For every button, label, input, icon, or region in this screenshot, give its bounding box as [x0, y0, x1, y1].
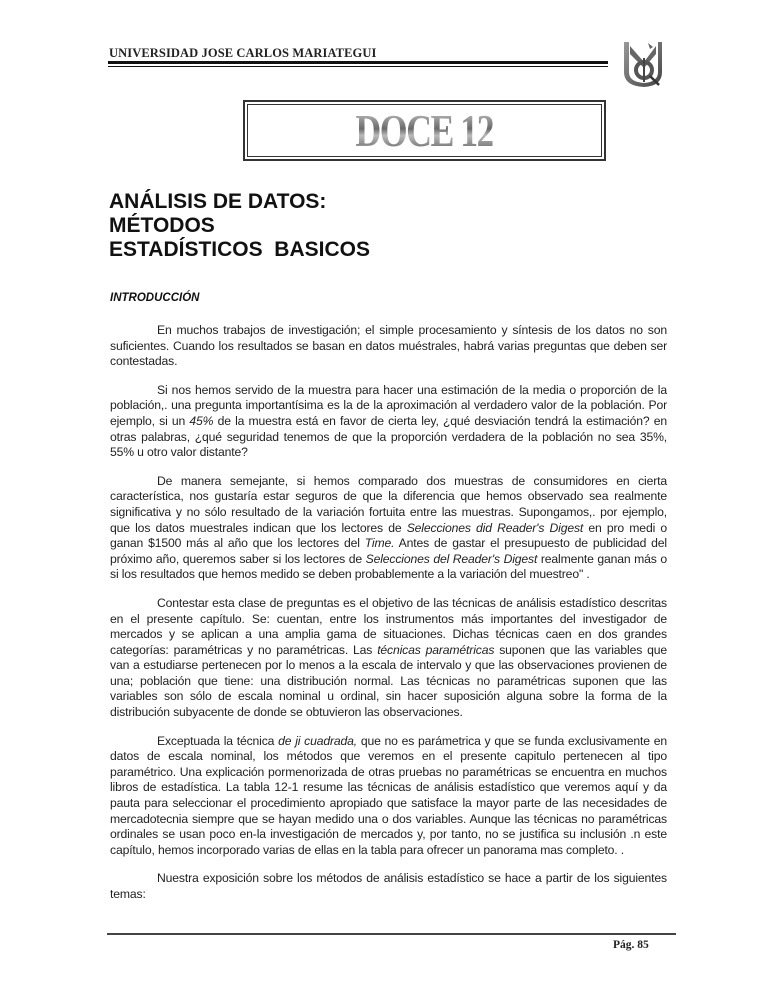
body-text [110, 323, 667, 916]
text-run: en pro medi o ganan $1500 más al año que los lectores del [110, 520, 667, 551]
paragraph [110, 474, 667, 583]
page-number: Pág. 85 [613, 939, 649, 951]
text-run: de la muestra está en favor de cierta ley, ¿qué desviación tendrá la estimación? en otras palabras, ¿qué seguridad tenemos de que la proporción verdadera de la población no sea 35%, 55% u otro valor distante? [110, 413, 667, 460]
university-crest-icon [620, 40, 670, 90]
chapter-number-label: DOCE 12 [355, 104, 494, 156]
emphasized-text: de ji cuadrada, [278, 733, 357, 748]
emphasized-text: 45% [189, 413, 214, 428]
text-run: Si nos hemos servido de la muestra para hacer una estimación de la media o proporción de la población,. una pregunta importantísima es la de la aproximación al verdadero valor de la población. Por ejemplo, si un [110, 382, 667, 428]
page-title [109, 190, 370, 262]
chapter-number-box [243, 100, 606, 161]
text-run: realmente ganan más o si los resultados que hemos medido se deben probablemente a la variación del muestreo" . [110, 551, 667, 582]
institution-name: UNIVERSIDAD JOSE CARLOS MARIATEGUI [109, 46, 377, 60]
paragraph [110, 323, 667, 370]
text-run: Nuestra exposición sobre los métodos de análisis estadístico se hace a partir de los siguientes temas: [110, 871, 667, 901]
footer-rule [107, 933, 676, 935]
paragraph [110, 596, 667, 721]
text-run: suponen que las variables que van a estudiarse pertenecen por lo menos a la escala de intervalo y que las observaciones provienen de una; población que tiene: una distribución normal. Las técnicas no paramétricas suponen que las variables son sólo de escala nominal u ordinal, sin hacer suposición alguna sobre la forma de la distribución subyacente de donde se obtuvieron las observaciones. [110, 642, 667, 720]
text-run: que no es parámetrica y que se funda exclusivamente en datos de escala nominal, los métodos que veremos en el presente capitulo pertenecen al tipo paramétrico. Una explicación pormenorizada de otras pruebas no paramétricas se encuentra en muchos libros de estadística. La tabla 12-1 resume las técnicas de análisis estadístico que veremos aquí y da pauta para seleccionar el procedimiento apropiado que satisface la mayor parte de las necesidades de mercadotecnia siempre que se hayan medido una o dos variables. Aunque las técnicas no paramétricas ordinales se usan poco en-la investigación de mercados y, por tanto, no se justifica su inclusión .n este capítulo, hemos incorporado varias de ellas en la tabla para ofrecer un panorama mas completo. . [110, 733, 667, 857]
paragraph [110, 871, 667, 902]
emphasized-text: Time. [364, 536, 395, 551]
section-heading: INTRODUCCIÓN [110, 292, 200, 304]
text-run: En muchos trabajos de investigación; el simple procesamiento y síntesis de los datos no son suficientes. Cuando los resultados se basan en datos muéstrales, habrá varias preguntas que deben ser contestadas. [110, 323, 667, 369]
text-run: Exceptuada la técnica [157, 733, 279, 748]
emphasized-text: Selecciones del Reader's Digest [365, 551, 538, 566]
emphasized-text: Selecciones did Reader's Digest [406, 520, 584, 535]
paragraph [110, 734, 667, 859]
title-line-2: MÉTODOS [109, 214, 215, 237]
title-line-3: ESTADÍSTICOS BASICOS [109, 238, 370, 261]
text-run: Antes de gastar el presupuesto de publicidad del próximo año, queremos saber si los lectores de [110, 536, 667, 566]
header-rule [108, 61, 608, 67]
title-line-1: ANÁLISIS DE DATOS: [109, 190, 327, 213]
emphasized-text: técnicas paramétricas [377, 642, 495, 657]
paragraph [110, 383, 667, 461]
text-run: Contestar esta clase de preguntas es el objetivo de las técnicas de análisis estadístico descritas en el presente capítulo. Se: cuentan, entre los instrumentos más importantes del investigador de mercados y se aplican a una amplia gama de situaciones. Dichas técnicas caen en dos grandes categorías: paramétricas y no paramétricas. Las [110, 595, 667, 657]
text-run: De manera semejante, si hemos comparado dos muestras de consumidores en cierta característica, nos gustaría estar seguros de que la diferencia que hemos observado sea realmente significativa y no sólo resultado de la variación fortuita entre las muestras. Supongamos,. por ejemplo, que los datos muestrales indican que los lectores de [110, 473, 667, 535]
